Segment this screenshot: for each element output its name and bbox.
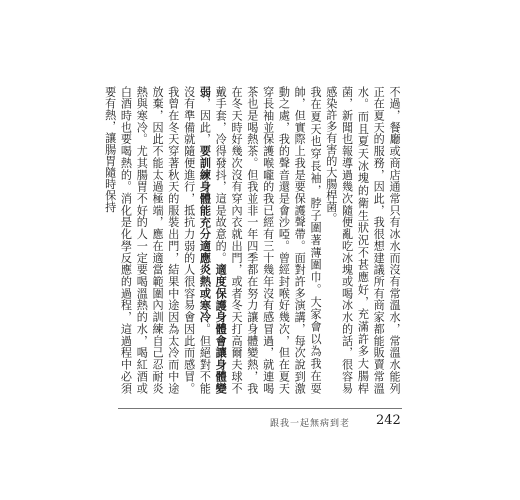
emphasis-2: 要訓練身體能充分適應炎熱或寒冷 [198, 145, 212, 324]
paragraph-2 [102, 86, 323, 394]
paragraph-2-text: 我在夏天也穿長袖，脖子圍著薄圍巾。大家會以為我在耍帥，但實際上我是要保護聲帶。面對許多演講，每次說到激動之處，我的聲音還是會沙啞。曾經封喉好幾次，但在夏天穿長袖並保護喉嚨的我已經有三十幾年沒有感冒過，就連喝茶也是喝熱茶。但我並非一年四季都在努力讓身體變熱，我在冬天時好幾次沒有穿內衣就出門，或者冬天打高爾夫球不戴手套，冷得發抖，這是故意的。 [214, 86, 323, 394]
emphasis-1: 適度保護身體會讓身體變弱 [198, 86, 228, 395]
body-text [103, 86, 402, 395]
paragraph-1-text: 不過，餐廳或商店通常只有冰水而沒有常溫水，常溫水能列正在夏天的服務，因此，我很想建議所有商家都能販賣常溫水。而且夏天冰塊的衛生狀況不甚應好，充滿許多大腸桿菌，新聞也報導過幾次隨便亂吃冰塊或喝冰水的話，很容易感染許多有害的大腸桿菌。 [324, 86, 401, 394]
running-head: 跟我一起無病到老 [270, 419, 351, 429]
paragraph-2-text-c: ，因此， [198, 97, 212, 146]
page-number: 242 [376, 413, 401, 428]
paragraph-2-text-d: 。但絕對不能沒有準備就隨便進行，抵抗力弱的人很容易會因此而感冒。我曾在冬天穿著秋天的服裝出門，結果中途因為太冷而中途放棄，因此不能太過極端，應在適當範圍內訓練自己忍耐炎熱與寒冷。尤其腸胃不好的人一定要喝溫熱的水，喝紅酒或白酒時也要喝熱的。消化是化學反應的過程，這過程中必須要有熱，讓腸胃隨時保持 [103, 86, 212, 395]
paragraph-1 [323, 86, 402, 394]
footer-rule [118, 408, 402, 409]
